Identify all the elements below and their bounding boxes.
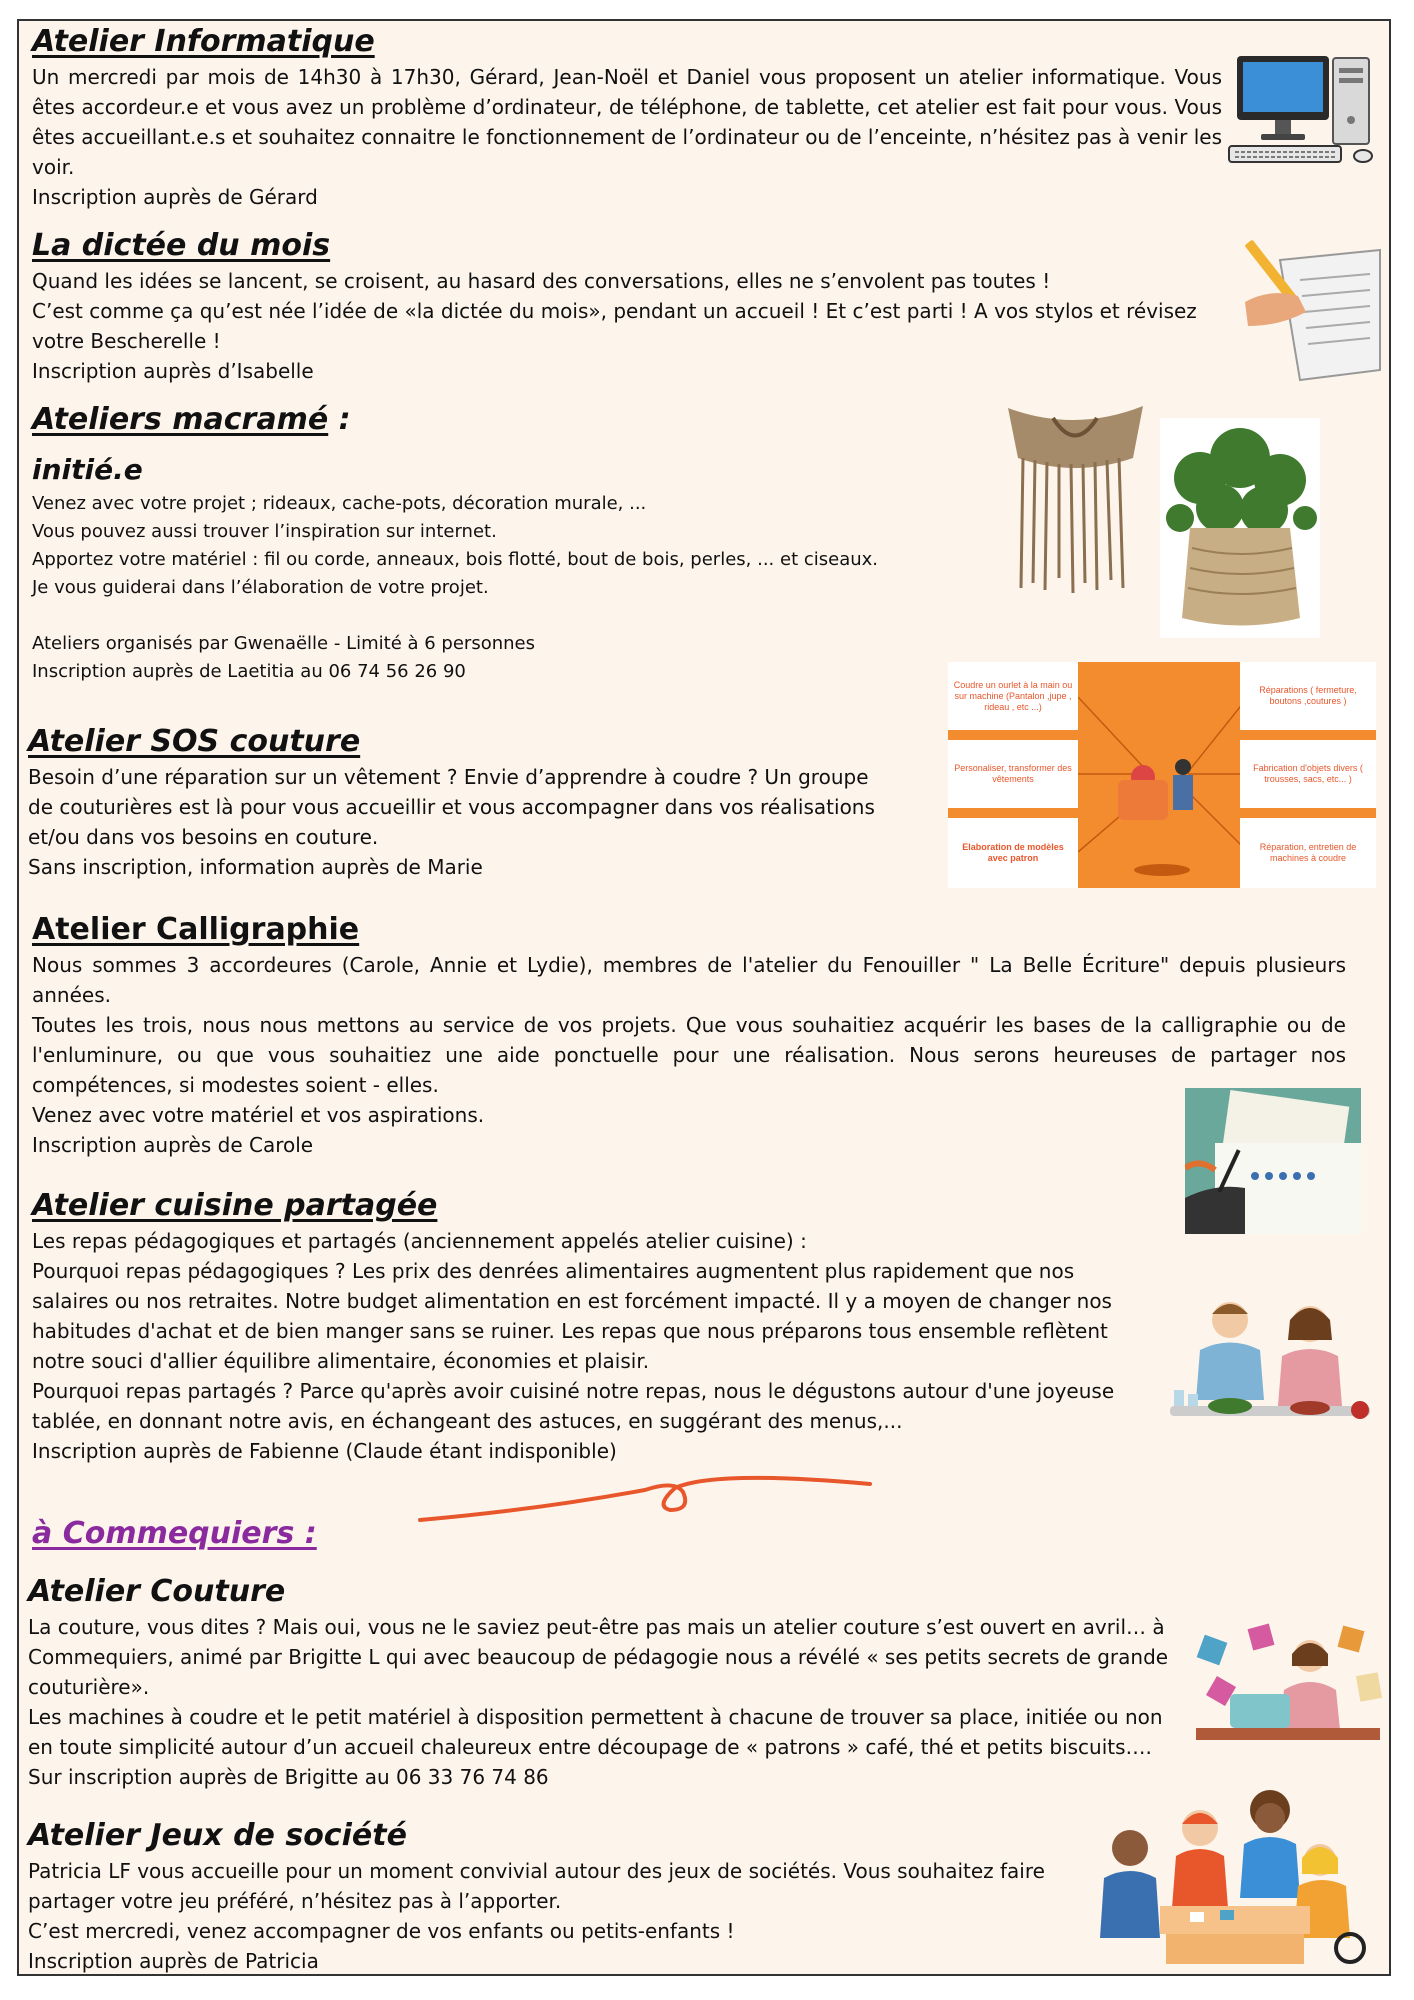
- section-couture: [28, 1572, 1188, 1792]
- calligraphy-image: [1185, 1088, 1361, 1234]
- sos-text: Besoin d’une réparation sur un vêtement ? Envie d’apprendre à coudre ? Un groupe de couturières est là pour vous accueillir et vous accompagner dans vos réalisations et/ou dans vos besoins en couture.: [28, 765, 875, 849]
- sos-couture-mindmap: [948, 662, 1376, 888]
- cuisine-text-1: Les repas pédagogiques et partagés (anciennement appelés atelier cuisine) :: [32, 1229, 807, 1253]
- jeux-inscription: Inscription auprès de Patricia: [28, 1949, 319, 1973]
- section-informatique: [32, 22, 1222, 212]
- section-commequiers-heading: [32, 1514, 632, 1554]
- macrame-plant-pot-image: [1160, 418, 1320, 638]
- calligraphie-text-3: Venez avec votre matériel et vos aspirations.: [32, 1103, 485, 1127]
- informatique-text: Un mercredi par mois de 14h30 à 17h30, Gérard, Jean-Noël et Daniel vous proposent un atelier informatique. Vous êtes accordeur.e et vous avez un problème d’ordinateur, de téléphone, de tablette, cet atelier est fait pour vous. Vous êtes accueillant.e.s et souhaitez connaitre le fonctionnement de l’ordinateur ou de l’enceinte, n’hésitez pas à venir les voir.: [32, 65, 1222, 179]
- informatique-title: Atelier Informatique: [32, 24, 375, 59]
- mindmap-item-fabrication: Fabrication d'objets divers ( trousses, sacs, etc... ): [1240, 740, 1376, 808]
- macrame-title: Ateliers macramé: [32, 402, 329, 437]
- couture-title: Atelier Couture: [28, 1574, 286, 1609]
- macrame-inscription: Inscription auprès de Laetitia au 06 74 56 26 90: [32, 661, 466, 682]
- dictee-title: La dictée du mois: [32, 228, 331, 263]
- cooking-people-icon: [1160, 1290, 1380, 1450]
- macrame-text-4: Je vous guiderai dans l’élaboration de votre projet.: [32, 577, 489, 598]
- mindmap-item-modeles: Elaboration de modèles avec patron: [948, 818, 1078, 888]
- macrame-spacer: [32, 602, 992, 630]
- writing-hand-icon: [1240, 230, 1390, 390]
- macrame-wall-hanging-image: [993, 398, 1158, 598]
- section-calligraphie: [32, 910, 1346, 1160]
- couture-inscription: Sur inscription auprès de Brigitte au 06 33 76 74 86: [28, 1765, 549, 1789]
- dictee-text-1: Quand les idées se lancent, se croisent, au hasard des conversations, elles ne s’envolent pas toutes !: [32, 269, 1051, 293]
- computer-icon: [1225, 50, 1380, 170]
- cuisine-title: Atelier cuisine partagée: [32, 1188, 438, 1223]
- mindmap-item-reparations: Réparations ( fermeture, boutons ,coutures ): [1240, 662, 1376, 730]
- jeux-text-1: Patricia LF vous accueille pour un moment convivial autour des jeux de sociétés. Vous souhaitez faire partager votre jeu préféré, n’hésitez pas à l’apporter.: [28, 1859, 1045, 1913]
- section-jeux: [28, 1816, 1068, 1976]
- jeux-title: Atelier Jeux de société: [28, 1818, 407, 1853]
- calligraphie-title: Atelier Calligraphie: [32, 912, 360, 947]
- macrame-organisers: Ateliers organisés par Gwenaëlle - Limité à 6 personnes: [32, 633, 535, 654]
- mindmap-item-machines: Réparation, entretien de machines à coudre: [1240, 818, 1376, 888]
- couture-text-2: Les machines à coudre et le petit matériel à disposition permettent à chacune de trouver sa place, initiée ou non en toute simplicité autour d’un accueil chaleureux entre découpage de « patrons » café, thé et petits biscuits….: [28, 1705, 1163, 1759]
- commequiers-title: à Commequiers :: [32, 1516, 317, 1551]
- calligraphie-text-2: Toutes les trois, nous nous mettons au service de vos projets. Que vous souhaitiez acquérir les bases de la calligraphie ou de l'enluminure, ou que vous souhaitiez une aide ponctuelle pour une réalisation. Nous serons heureuses de partager nos compétences, si modestes soient - elles.: [32, 1013, 1346, 1097]
- section-dictee: [32, 226, 1222, 386]
- macrame-text-1: Venez avec votre projet ; rideaux, cache-pots, décoration murale, ...: [32, 493, 647, 514]
- calligraphie-text-1: Nous sommes 3 accordeures (Carole, Annie et Lydie), membres de l'atelier du Fenouiller " La Belle Écriture" depuis plusieurs années.: [32, 953, 1346, 1007]
- macrame-title-suffix: :: [328, 402, 351, 437]
- dictee-text-2: C’est comme ça qu’est née l’idée de «la dictée du mois», pendant un accueil ! Et c’est parti ! A vos stylos et révisez votre Bescherelle !: [32, 299, 1197, 353]
- cuisine-inscription: Inscription auprès de Fabienne (Claude étant indisponible): [32, 1439, 617, 1463]
- sos-information: Sans inscription, information auprès de Marie: [28, 855, 483, 879]
- section-cuisine: [32, 1186, 1152, 1466]
- board-game-people-icon: [1070, 1778, 1370, 1968]
- section-sos-couture: [28, 722, 898, 882]
- jeux-text-2: C’est mercredi, venez accompagner de vos enfants ou petits-enfants !: [28, 1919, 735, 1943]
- sos-title: Atelier SOS couture: [28, 724, 361, 759]
- mindmap-item-ourlet: Coudre un ourlet à la main ou sur machine (Pantalon ,jupe , rideau , etc ...): [948, 662, 1078, 730]
- calligraphie-inscription: Inscription auprès de Carole: [32, 1133, 314, 1157]
- informatique-inscription: Inscription auprès de Gérard: [32, 185, 318, 209]
- macrame-subtitle: initié.e: [32, 453, 143, 486]
- cuisine-text-3: Pourquoi repas partagés ? Parce qu'après avoir cuisiné notre repas, nous le dégustons autour d'une joyeuse tablée, en donnant notre avis, en échangeant des astuces, en suggérant des menus,...: [32, 1379, 1115, 1433]
- section-macrame: [32, 400, 992, 686]
- mindmap-item-personaliser: Personaliser, transformer des vêtements: [948, 740, 1078, 808]
- macrame-text-2: Vous pouvez aussi trouver l’inspiration sur internet.: [32, 521, 497, 542]
- cuisine-text-2: Pourquoi repas pédagogiques ? Les prix des denrées alimentaires augmentent plus rapidement que nos salaires ou nos retraites. Notre budget alimentation en est forcément impacté. Il y a moyen de changer nos habitudes d'achat et de bien manger sans se ruiner. Les repas que nous préparons tous ensemble reflètent notre souci d'allier équilibre alimentaire, économies et plaisir.: [32, 1259, 1112, 1373]
- dictee-inscription: Inscription auprès d’Isabelle: [32, 359, 314, 383]
- couture-text-1: La couture, vous dites ? Mais oui, vous ne le saviez peut-être pas mais un atelier couture s’est ouvert en avril… à Commequiers, animé par Brigitte L qui avec beaucoup de pédagogie nous a révélé « ses petits secrets de grande couturière».: [28, 1615, 1169, 1699]
- macrame-text-3: Apportez votre matériel : fil ou corde, anneaux, bois flotté, bout de bois, perles, ... et ciseaux.: [32, 549, 879, 570]
- sewing-woman-icon: [1190, 1620, 1386, 1750]
